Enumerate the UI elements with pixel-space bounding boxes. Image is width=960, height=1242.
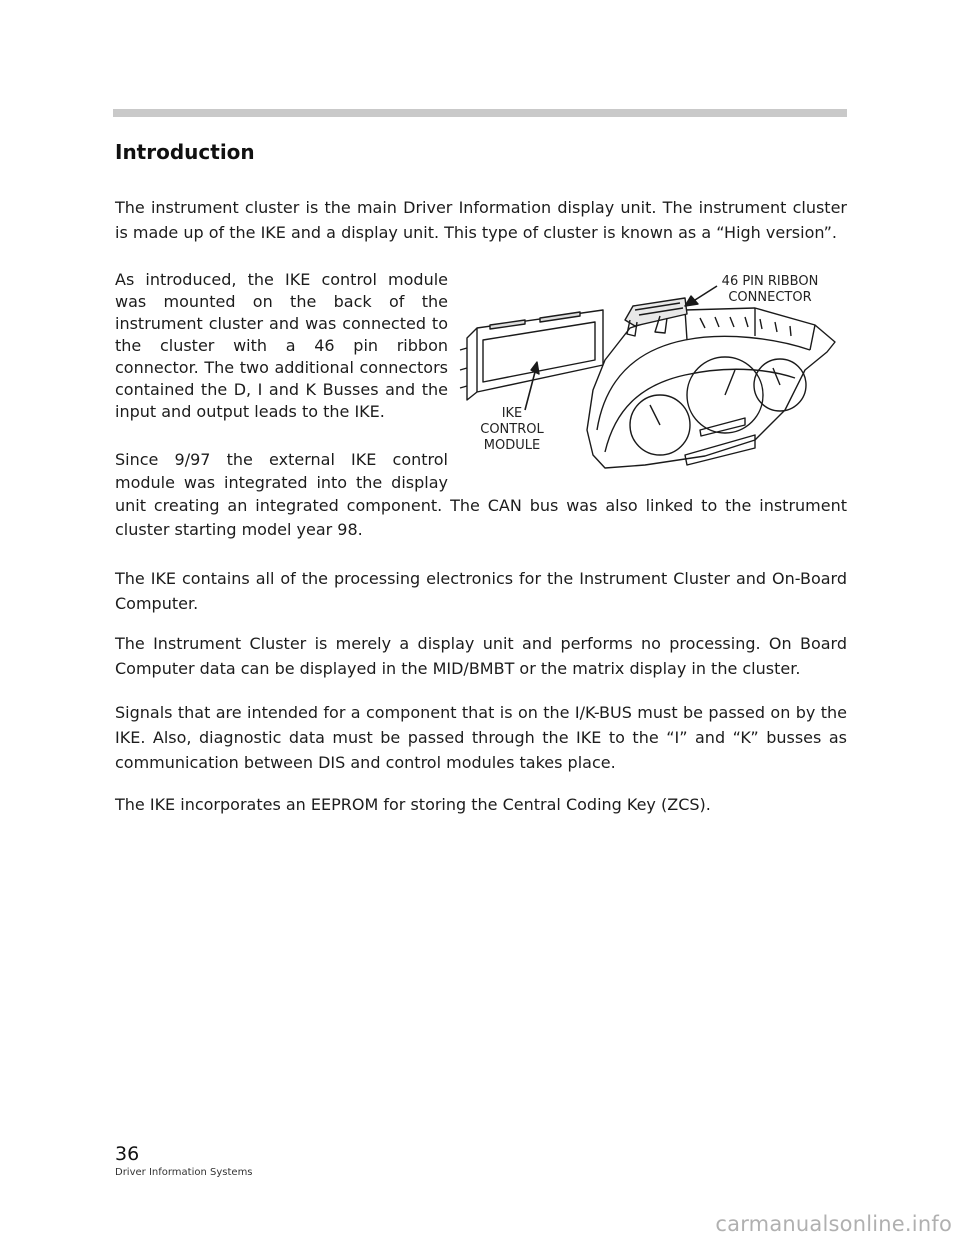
ribbon-connector-label: 46 PIN RIBBON CONNECTOR — [721, 274, 819, 305]
paragraph-bus-signals: Signals that are intended for a component that is on the I/K-BUS must be passed on by the IKE. Also, diagnostic data must be passed through the IKE to the “I” and “K” busses as communication between DIS and control modules takes place. — [115, 703, 847, 772]
footer-section-title: Driver Information Systems — [115, 1167, 253, 1178]
paragraph-eeprom: The IKE incorporates an EEPROM for storing the Central Coding Key (ZCS). — [115, 795, 711, 814]
cluster-housing-drawing — [587, 308, 835, 468]
paragraph-integration-start: Since 9/97 the external IKE control module was integrated into the display — [115, 450, 448, 492]
header-rule — [113, 109, 847, 117]
paragraph-display-unit: The Instrument Cluster is merely a display unit and performs no processing. On Board Computer data can be displayed in the MID/BMBT or the matrix display in the cluster. — [115, 634, 847, 678]
page-number: 36 — [115, 1143, 140, 1165]
paragraph-integration-continued: unit creating an integrated component. The CAN bus was also linked to the instrument cluster starting model year 98. — [115, 496, 847, 539]
ike-control-module-label: IKE CONTROL MODULE — [480, 406, 544, 453]
paragraph-processing: The IKE contains all of the processing electronics for the Instrument Cluster and On-Board Computer. — [115, 569, 847, 613]
watermark-logo: carmanualsonline.info — [715, 1212, 952, 1236]
paragraph-ike-mounting: As introduced, the IKE control module was mounted on the back of the instrument cluster and was connected to the cluster with a 46 pin ribbon connector. The two additional connectors contained the D, I and K Busses and the input and output leads to the IKE. — [115, 270, 448, 421]
paragraph-intro: The instrument cluster is the main Driver Information display unit. The instrument cluster is made up of the IKE and a display unit. This type of cluster is known as a “High version”. — [115, 198, 847, 242]
page-title: Introduction — [115, 140, 255, 164]
